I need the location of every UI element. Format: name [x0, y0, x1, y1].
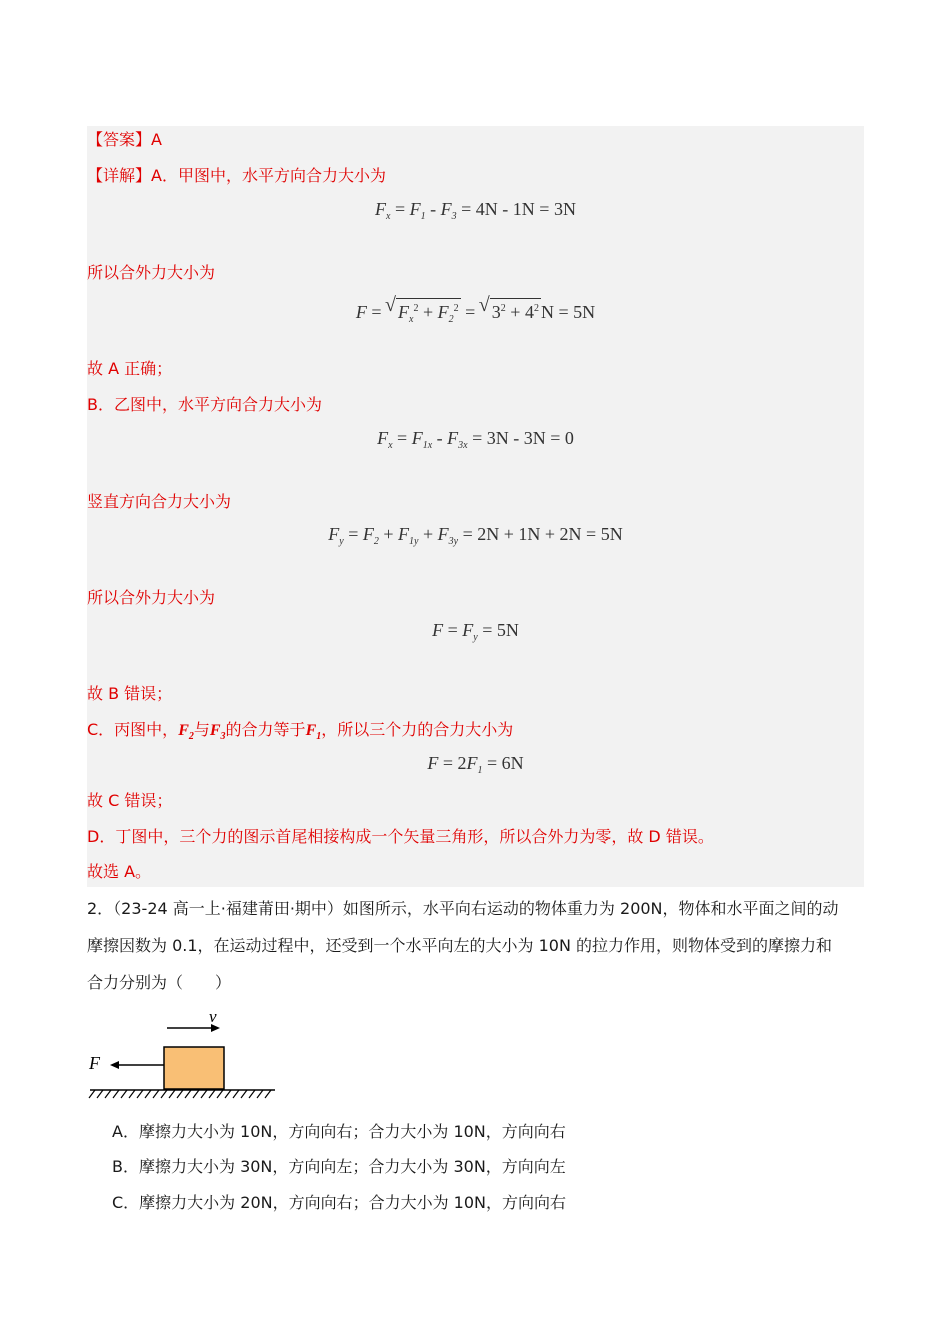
block-force-diagram — [87, 1005, 287, 1105]
part-b-intro: B．乙图中，水平方向合力大小为 — [87, 395, 322, 414]
formula-fx-a: $F_x = F_1 - F_3 = 4N - 1N = 3N$ — [375, 199, 576, 222]
question-line-2: 摩擦因数为 0.1，在运动过程中，还受到一个水平向左的大小为 10N 的拉力作用，则物体受到的摩擦力和 — [87, 936, 833, 955]
block — [164, 1047, 224, 1089]
so-total-text-1: 所以合外力大小为 — [87, 263, 216, 282]
part-a-conclusion: 故 A 正确； — [87, 359, 173, 378]
detail-label: 【详解】 — [87, 166, 152, 185]
sqrt-sign-1: √ $F_x^2 + F_2^2$ — [396, 298, 461, 330]
formula-fx-b: $F_x = F_{1x} - F_{3x} = 3N - 3N = 0$ — [377, 428, 574, 451]
so-total-text-2: 所以合外力大小为 — [87, 588, 216, 607]
part-d-text: D．丁图中，三个力的图示首尾相接构成一个矢量三角形，所以合外力为零，故 D 错误。 — [87, 827, 714, 846]
ground-surface — [89, 1090, 275, 1098]
part-a-intro: A．甲图中，水平方向合力大小为 — [151, 166, 386, 185]
formula-f-resultant-c: $F = 2F_1 = 6N$ — [427, 753, 524, 776]
option-a[interactable]: A．摩擦力大小为 10N，方向向右；合力大小为 10N，方向向右 — [112, 1122, 566, 1141]
part-c-conclusion: 故 C 错误； — [87, 791, 173, 810]
sqrt-sign-2: √ $3^2 + 4^2$ — [490, 298, 541, 322]
velocity-label: v — [209, 1007, 217, 1026]
detail-line — [87, 166, 386, 186]
answer-line — [87, 130, 162, 150]
answer-label: 【答案】 — [87, 130, 152, 149]
formula-f-resultant-b: $F = F_y = 5N$ — [432, 620, 519, 643]
answer-value: A — [151, 130, 162, 149]
part-b-conclusion: 故 B 错误； — [87, 684, 173, 703]
option-b[interactable]: B．摩擦力大小为 30N，方向向左；合力大小为 30N，方向向左 — [112, 1157, 566, 1176]
vertical-intro: 竖直方向合力大小为 — [87, 492, 232, 511]
formula-fy-b: $F_y = F_2 + F_{1y} + F_{3y} = 2N + 1N + 2N = 5N$ — [328, 524, 623, 547]
formula-f-resultant-a: F = √ $F_x^2 + F_2^2$ = √ $3^2 + 4^2$ N = 5N — [87, 298, 864, 330]
final-answer: 故选 A。 — [87, 862, 152, 881]
question-line-1: 2．（23-24 高一上·福建莆田·期中）如图所示，水平向右运动的物体重力为 200N，物体和水平面之间的动 — [87, 899, 839, 918]
part-c-intro: C．丙图中，$F_2$与$F_3$的合力等于$F_1$，所以三个力的合力大小为 — [87, 720, 514, 743]
force-arrow — [110, 1061, 164, 1069]
force-label: F — [89, 1053, 100, 1073]
question-line-3: 合力分别为（ ） — [87, 973, 232, 992]
option-c[interactable]: C．摩擦力大小为 20N，方向向右；合力大小为 10N，方向向右 — [112, 1193, 567, 1212]
